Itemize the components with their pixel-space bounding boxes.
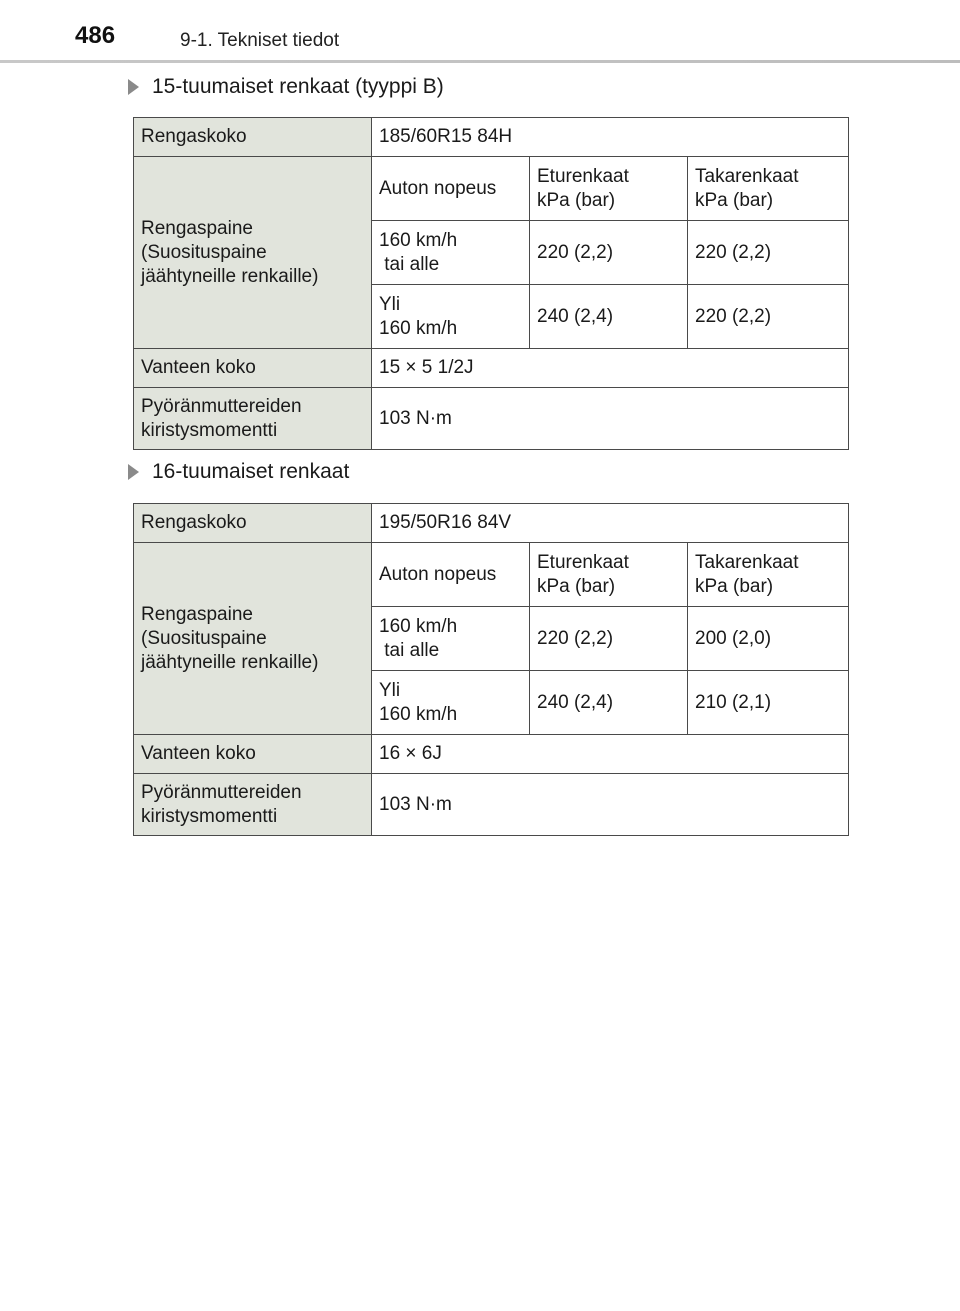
torque-label: Pyöränmuttereiden kiristysmomentti bbox=[134, 774, 372, 836]
spec-table-15-inch bbox=[133, 117, 849, 450]
front-pressure-cell: 240 (2,4) bbox=[530, 285, 688, 349]
tire-size-label: Rengaskoko bbox=[134, 504, 372, 543]
table-row bbox=[134, 157, 849, 221]
speed-cell: 160 km/h tai alle bbox=[372, 607, 530, 671]
subheading-text: 16-tuumaiset renkaat bbox=[152, 460, 350, 483]
front-column-header: Eturenkaat kPa (bar) bbox=[530, 157, 688, 221]
bullet-triangle-icon bbox=[128, 464, 139, 480]
table-row bbox=[134, 388, 849, 450]
rim-size-label: Vanteen koko bbox=[134, 735, 372, 774]
speed-column-header: Auton nopeus bbox=[372, 157, 530, 221]
table-row bbox=[134, 543, 849, 607]
tire-size-label: Rengaskoko bbox=[134, 118, 372, 157]
page-number: 486 bbox=[75, 22, 116, 49]
table-row bbox=[134, 349, 849, 388]
front-pressure-cell: 220 (2,2) bbox=[530, 607, 688, 671]
section-title: 9-1. Tekniset tiedot bbox=[180, 30, 340, 51]
table-row bbox=[134, 735, 849, 774]
torque-value: 103 N·m bbox=[372, 388, 849, 450]
front-pressure-cell: 240 (2,4) bbox=[530, 671, 688, 735]
speed-cell: Yli 160 km/h bbox=[372, 285, 530, 349]
rear-column-header: Takarenkaat kPa (bar) bbox=[688, 157, 849, 221]
bullet-triangle-icon bbox=[128, 79, 139, 95]
torque-label: Pyöränmuttereiden kiristysmomentti bbox=[134, 388, 372, 450]
tire-pressure-label: Rengaspaine (Suosituspaine jäähtyneille renkaille) bbox=[134, 157, 372, 349]
rear-pressure-cell: 200 (2,0) bbox=[688, 607, 849, 671]
table-row bbox=[134, 118, 849, 157]
speed-column-header: Auton nopeus bbox=[372, 543, 530, 607]
tire-size-value: 195/50R16 84V bbox=[372, 504, 849, 543]
header-rule bbox=[0, 60, 960, 63]
front-column-header: Eturenkaat kPa (bar) bbox=[530, 543, 688, 607]
rim-size-value: 16 × 6J bbox=[372, 735, 849, 774]
subheading-16-inch bbox=[128, 460, 349, 484]
rear-pressure-cell: 220 (2,2) bbox=[688, 285, 849, 349]
rear-column-header: Takarenkaat kPa (bar) bbox=[688, 543, 849, 607]
rim-size-value: 15 × 5 1/2J bbox=[372, 349, 849, 388]
table-row bbox=[134, 774, 849, 836]
subheading-15-inch bbox=[128, 75, 444, 99]
torque-value: 103 N·m bbox=[372, 774, 849, 836]
page-header bbox=[0, 0, 960, 60]
spec-table-16-inch bbox=[133, 503, 849, 836]
table-row bbox=[134, 504, 849, 543]
rear-pressure-cell: 210 (2,1) bbox=[688, 671, 849, 735]
tire-size-value: 185/60R15 84H bbox=[372, 118, 849, 157]
rim-size-label: Vanteen koko bbox=[134, 349, 372, 388]
speed-cell: 160 km/h tai alle bbox=[372, 221, 530, 285]
subheading-text: 15-tuumaiset renkaat (tyyppi B) bbox=[152, 75, 444, 98]
speed-cell: Yli 160 km/h bbox=[372, 671, 530, 735]
rear-pressure-cell: 220 (2,2) bbox=[688, 221, 849, 285]
front-pressure-cell: 220 (2,2) bbox=[530, 221, 688, 285]
tire-pressure-label: Rengaspaine (Suosituspaine jäähtyneille renkaille) bbox=[134, 543, 372, 735]
